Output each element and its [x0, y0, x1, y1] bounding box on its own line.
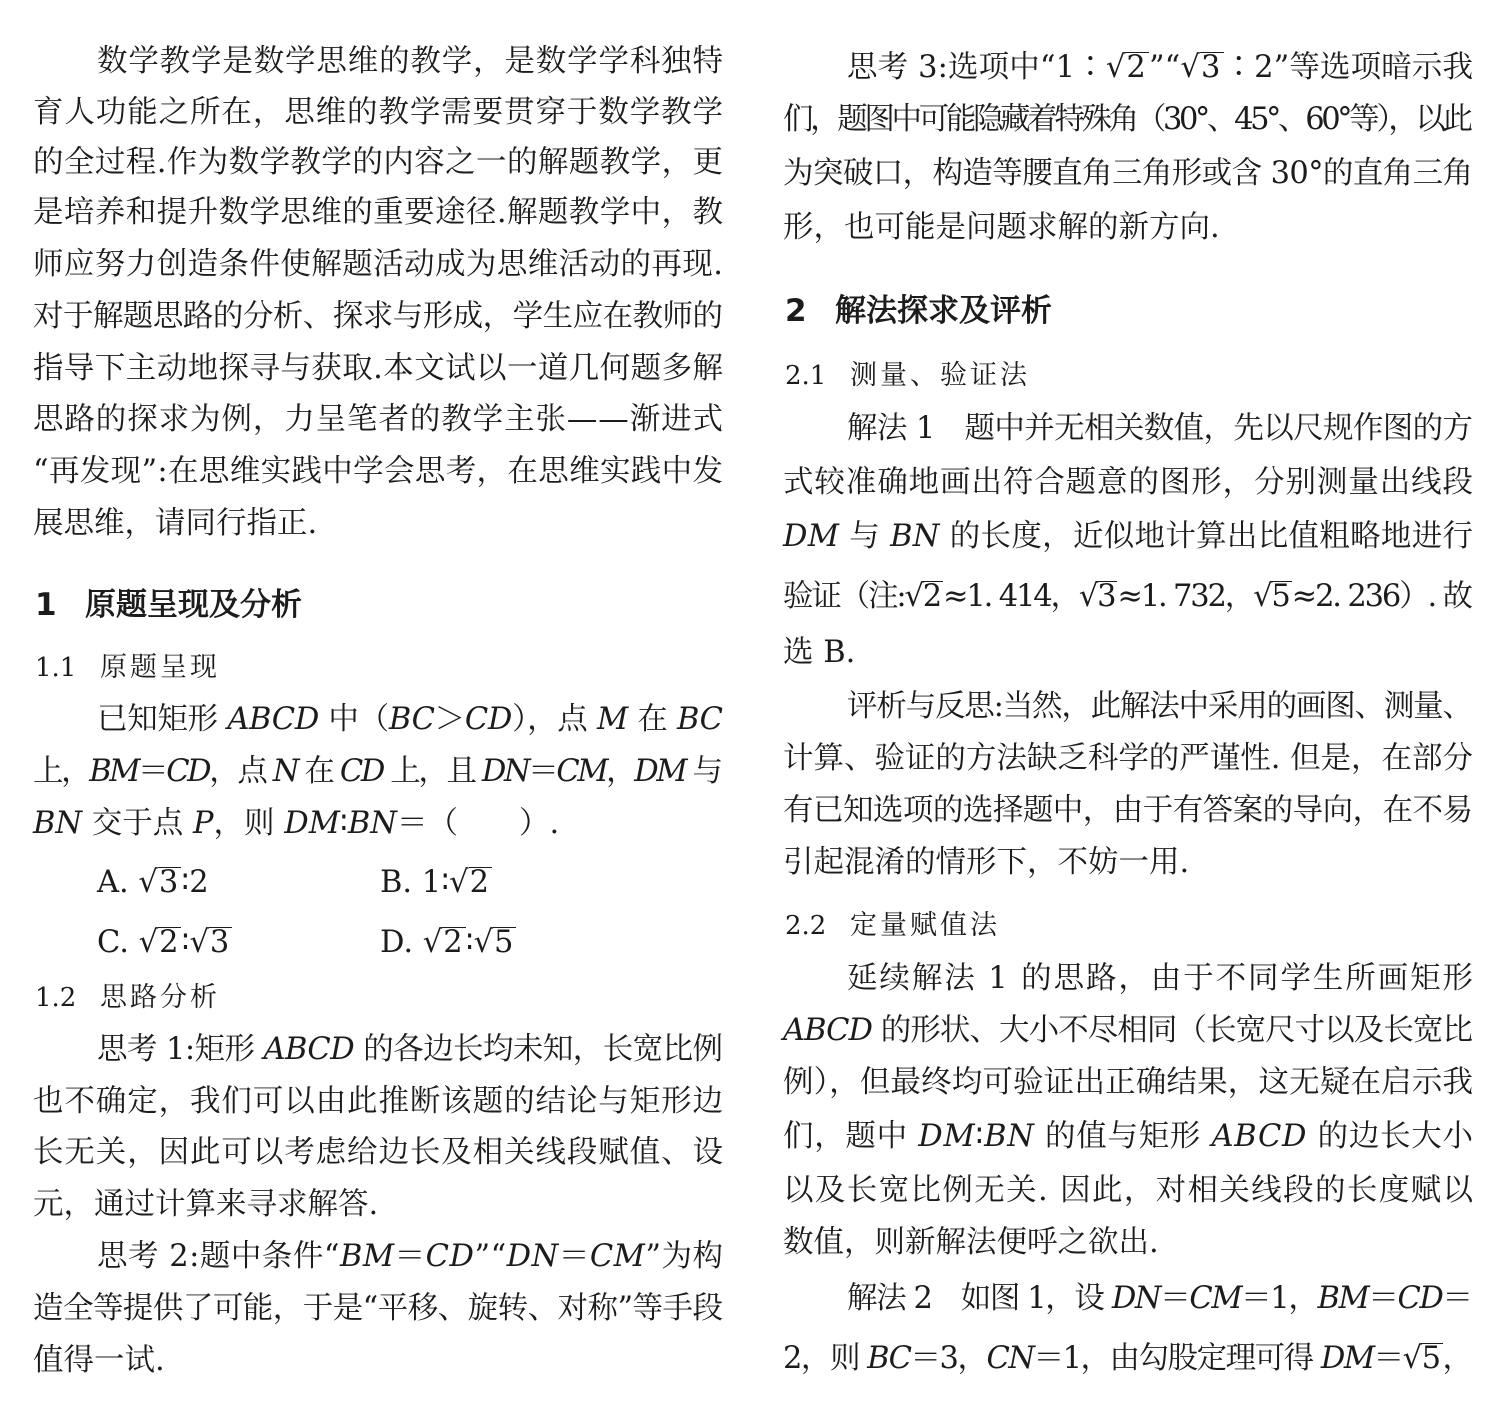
- math-variable: DN: [1111, 1281, 1161, 1316]
- radicand: 2: [469, 867, 492, 899]
- subsection-number: 1.2: [35, 983, 77, 1013]
- math-variable: CM: [1189, 1281, 1242, 1316]
- text-line: 们，题中 DM∶BN 的值与矩形 ABCD 的边长大小: [783, 1119, 1474, 1154]
- text-line: 元，通过计算来寻求解答.: [33, 1187, 379, 1222]
- math-variable: CD: [166, 754, 210, 789]
- text-line: 延续解法 1 的思路，由于不同学生所画矩形: [847, 961, 1475, 996]
- radicand: 5: [1421, 1343, 1443, 1375]
- square-root: [1403, 1341, 1443, 1376]
- math-variable: ABCD: [783, 1013, 873, 1048]
- option-b: B. 1∶√2: [380, 857, 492, 909]
- radicand: 2: [922, 581, 943, 613]
- subsection-title: 原题呈现: [100, 652, 220, 683]
- section-heading: [785, 289, 1052, 333]
- radical-sign: √: [473, 925, 493, 960]
- math-variable: BC: [867, 1341, 911, 1376]
- square-root: [449, 865, 492, 900]
- text-line: 形，也可能是问题求解的新方向.: [783, 210, 1220, 245]
- radicand: 3: [1200, 52, 1224, 84]
- text-line: 的全过程.作为数学教学的内容之一的解题教学，更: [33, 145, 724, 180]
- subsection-number: 1.1: [35, 653, 77, 683]
- text-line: 数学教学是数学思维的教学，是数学学科独特: [97, 44, 724, 79]
- radicand: 2: [158, 927, 181, 959]
- text-line: 值得一试.: [33, 1343, 165, 1378]
- subsection-heading: [785, 356, 1030, 396]
- text-line: 是培养和提升数学思维的重要途径.解题教学中，教: [33, 195, 724, 230]
- subsection-title: 定量赋值法: [850, 910, 1000, 941]
- math-variable: BN: [890, 519, 940, 554]
- square-root: [423, 925, 466, 960]
- subsection-number: 2.2: [785, 911, 827, 941]
- math-variable: CM: [556, 754, 607, 789]
- square-root: [1180, 50, 1223, 85]
- radicand: 2: [442, 927, 465, 959]
- math-variable: DM: [783, 519, 840, 554]
- math-variable: DM: [1320, 1341, 1374, 1376]
- text-line: 思路的探求为例，力呈笔者的教学主张——渐进式: [33, 402, 724, 437]
- text-line: 已知矩形 ABCD 中（BC＞CD），点 M 在 BC: [97, 702, 723, 737]
- math-variable: BN: [347, 806, 397, 841]
- text-line: 造全等提供了可能，于是“平移、旋转、对称”等手段: [33, 1291, 723, 1326]
- square-root: [904, 579, 943, 614]
- radical-sign: √: [189, 925, 209, 960]
- text-line: 上，BM＝CD，点 N 在 CD 上，且 DN＝CM，DM 与: [33, 754, 721, 789]
- text-line: 验证（注:√2≈1. 414，√3≈1. 732，√5≈2. 236）. 故: [783, 579, 1471, 614]
- text-line: 思考 2:题中条件“BM＝CD”“DN＝CM”为构: [97, 1239, 724, 1274]
- math-variable: DM: [634, 754, 686, 789]
- text-line: 计算、验证的方法缺乏科学的严谨性. 但是，在部分: [783, 741, 1473, 776]
- radical-sign: √: [904, 579, 922, 614]
- math-variable: DM: [284, 806, 340, 841]
- text-line: 有已知选项的选择题中，由于有答案的导向，在不易: [783, 793, 1473, 828]
- radical-sign: √: [1253, 579, 1271, 614]
- math-variable: CD: [1397, 1281, 1443, 1316]
- subsection-number: 2.1: [785, 361, 827, 391]
- subsection-heading: [785, 906, 1000, 946]
- square-root: [139, 925, 182, 960]
- radicand: 5: [1270, 581, 1291, 613]
- text-line: 思考 1:矩形 ABCD 的各边长均未知，长宽比例: [97, 1032, 723, 1067]
- square-root: [1106, 50, 1149, 85]
- square-root: [1079, 579, 1118, 614]
- math-variable: CN: [986, 1341, 1034, 1376]
- math-variable: CD: [425, 1239, 475, 1274]
- text-line: ABCD 的形状、大小不尽相同（长宽尺寸以及长宽比: [783, 1013, 1473, 1048]
- math-variable: BC: [676, 702, 723, 737]
- math-variable: DM: [918, 1119, 976, 1154]
- text-line: 2，则 BC＝3，CN＝1，由勾股定理可得 DM＝√5，: [783, 1341, 1472, 1376]
- math-variable: N: [272, 754, 298, 789]
- text-line: 以及长宽比例无关. 因此，对相关线段的长度赋以: [783, 1173, 1475, 1208]
- math-variable: CM: [589, 1239, 646, 1274]
- radicand: 2: [1125, 52, 1149, 84]
- math-variable: ABCD: [1211, 1119, 1308, 1154]
- radicand: 3: [1096, 581, 1117, 613]
- text-line: 数值，则新解法便呼之欲出.: [783, 1225, 1159, 1260]
- radical-sign: √: [138, 925, 159, 960]
- math-variable: DN: [481, 754, 529, 789]
- subsection-heading: [35, 648, 220, 688]
- radical-sign: √: [138, 865, 158, 900]
- text-line: 解法 2 如图 1，设 DN＝CM＝1，BM＝CD＝: [847, 1281, 1472, 1316]
- section-number: 1: [35, 587, 57, 623]
- option-d: D. √2∶√5: [380, 917, 516, 969]
- option-a: A. √3∶2: [97, 865, 209, 900]
- math-variable: CD: [464, 702, 513, 737]
- text-line: 式较准确地画出符合题意的图形，分别测量出线段: [783, 465, 1474, 500]
- text-line: 师应努力创造条件使解题活动成为思维活动的再现.: [33, 247, 724, 282]
- math-variable: M: [596, 702, 628, 737]
- math-variable: BN: [33, 806, 83, 841]
- left-column: [33, 0, 723, 1419]
- math-variable: BN: [984, 1119, 1035, 1154]
- subsection-title: 测量、验证法: [850, 360, 1030, 391]
- text-line: 育人功能之所在，思维的教学需要贯穿于数学教学: [33, 95, 724, 130]
- text-line: 们，题图中可能隐藏着特殊角（30°、45°、60°等），以此: [783, 102, 1470, 137]
- subsection-title: 思路分析: [100, 982, 220, 1013]
- section-title: 解法探求及评析: [835, 293, 1052, 329]
- radical-sign: √: [1078, 579, 1097, 614]
- text-line: 选 B.: [783, 635, 856, 670]
- math-variable: BM: [89, 754, 139, 789]
- radicand: 5: [493, 927, 516, 959]
- math-variable: CD: [339, 754, 383, 789]
- radical-sign: √: [422, 925, 443, 960]
- section-number: 2: [785, 293, 807, 329]
- math-variable: P: [193, 806, 214, 841]
- text-line: 为突破口，构造等腰直角三角形或含 30°的直角三角: [783, 156, 1473, 191]
- math-variable: BM: [340, 1239, 395, 1274]
- option-c: C. √2∶√3: [97, 917, 232, 969]
- square-root: [138, 865, 181, 900]
- right-column: [783, 0, 1473, 1419]
- subsection-heading: [35, 978, 220, 1018]
- math-variable: ABCD: [227, 702, 319, 737]
- math-variable: ABCD: [263, 1032, 355, 1067]
- section-heading: [35, 583, 302, 627]
- text-line: 也不确定，我们可以由此推断该题的结论与矩形边: [33, 1084, 724, 1119]
- text-line: 对于解题思路的分析、探求与形成，学生应在教师的: [33, 299, 723, 334]
- text-line: 思考 3:选项中“1∶√2”“√3∶2”等选项暗示我: [847, 50, 1474, 85]
- radicand: 3: [209, 927, 232, 959]
- radical-sign: √: [449, 865, 469, 900]
- radical-sign: √: [1402, 1341, 1421, 1376]
- text-line: 展思维，请同行指正.: [33, 506, 318, 541]
- radical-sign: √: [1105, 50, 1126, 85]
- text-line: 评析与反思:当然，此解法中采用的画图、测量、: [847, 689, 1472, 724]
- text-line: 引起混淆的情形下，不妨一用.: [783, 845, 1190, 880]
- math-variable: DN: [506, 1239, 559, 1274]
- text-line: 解法 1 题中并无相关数值，先以尺规作图的方: [847, 411, 1473, 446]
- square-root: [1253, 579, 1292, 614]
- text-line: DM 与 BN 的长度，近似地计算出比值粗略地进行: [783, 519, 1474, 554]
- square-root: [474, 925, 517, 960]
- text-line: BN 交于点 P，则 DM∶BN＝（ ）.: [33, 806, 560, 841]
- text-line: 例），但最终均可验证出正确结果，这无疑在启示我: [783, 1065, 1474, 1100]
- radical-sign: √: [1180, 50, 1200, 85]
- text-line: 长无关，因此可以考虑给边长及相关线段赋值、设: [33, 1135, 724, 1170]
- text-line: 指导下主动地探寻与获取.本文试以一道几何题多解: [33, 351, 724, 386]
- math-variable: BM: [1317, 1281, 1369, 1316]
- text-line: “再发现”:在思维实践中学会思考，在思维实践中发: [33, 454, 724, 489]
- square-root: [189, 925, 232, 960]
- math-variable: BC: [388, 702, 435, 737]
- section-title: 原题呈现及分析: [85, 587, 302, 623]
- radicand: 3: [158, 867, 181, 899]
